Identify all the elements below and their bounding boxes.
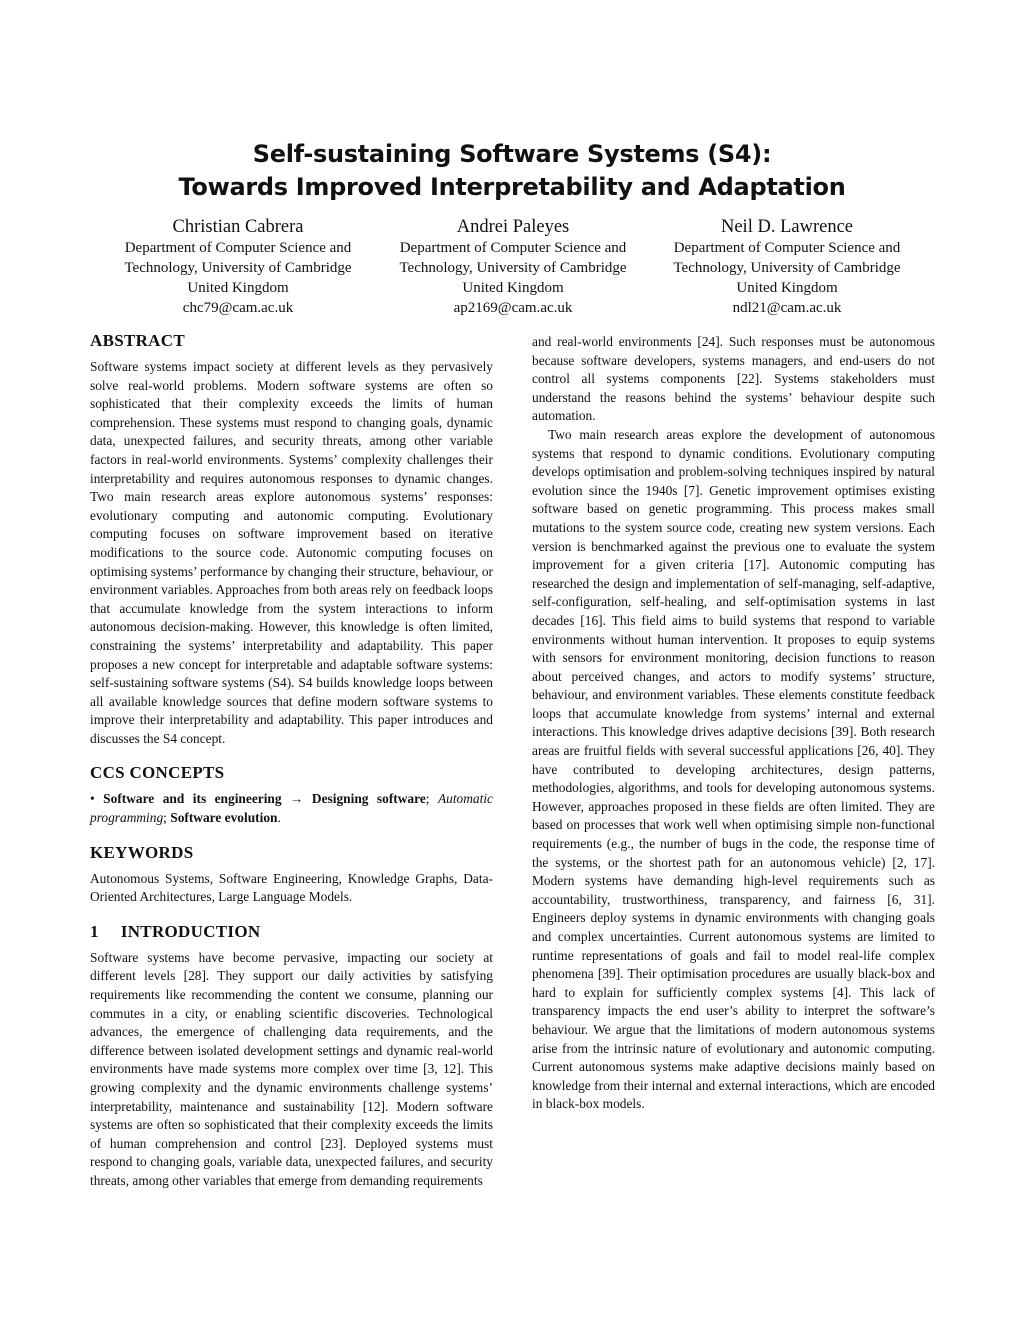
ccs-arrow: → [281,791,312,807]
author-dept: Technology, University of Cambridge [673,260,901,276]
author-dept: Department of Computer Science and [124,240,352,256]
keywords-text: Autonomous Systems, Software Engineering, Knowledge Graphs, Data-Oriented Architectures, Large Language Models. [90,870,493,905]
author-dept: Department of Computer Science and [399,240,627,256]
ccs-bullet: • [90,791,95,807]
intro-paragraph-1-continued: and real-world environments [24]. Such responses must be autonomous because software developers, systems managers, and end-users do not control all systems components [22]. Systems stakeholders must understand the reasons behind the systems’ behaviour despite such automation. [532,334,935,424]
right-column [532,333,935,1114]
author-name: Christian Cabrera [172,217,304,237]
intro-paragraph-1: Software systems have become pervasive, impacting our society at different levels [28]. They support our daily activities by satisfying requirements like recommending the content we consume, planning our commutes in a city, or enabling scientific discoveries. Technological advances, the emergence of challenging data requirements, and the difference between isolated development settings and dynamic real-world environments have made systems more complex over time [3, 12]. This growing complexity and the dynamic environments challenge systems’ interpretability, maintenance and sustainability [12]. Modern software systems are often so sophisticated that their complexity exceeds the limits of human comprehension and control [23]. Deployed systems must respond to changing goals, variable data, unexpected failures, and security threats, among other variables that emerge from demanding requirements [90,949,493,1188]
ccs-section [90,762,493,827]
author-country: United Kingdom [187,280,289,296]
title-line-2: Towards Improved Interpretability and Adaptation [178,173,846,201]
left-column [90,330,493,1191]
author-dept: Department of Computer Science and [673,240,901,256]
author-dept: Technology, University of Cambridge [399,260,627,276]
abstract-text: Software systems impact society at different levels as they pervasively solve real-world problems. Modern software systems are often so sophisticated that their complexity exceeds the limits of human comprehension. These systems must respond to changing goals, dynamic data, unexpected failures, and security threats, among other variable factors in real-world environments. Systems’ complexity challenges their interpretability and requires autonomous responses to dynamic changes. Two main research areas explore autonomous systems’ responses: evolutionary computing and autonomic computing. Evolutionary computing focuses on software improvement based on iterative modifications to the source code. Autonomic computing focuses on optimising systems’ performance by changing their structure, behaviour, or environment variables. Approaches from both areas rely on feedback loops that accumulate knowledge from the system interactions to inform autonomous decision-making. However, this knowledge is often limited, constraining the systems’ interpretability and adaptability. This paper proposes a new concept for interpretable and adaptable software systems: self-sustaining software systems (S4). S4 builds knowledge loops between all available knowledge sources that define modern software systems to improve their interpretability and adaptability. This paper introduces and discusses the S4 concept. [90,359,493,746]
intro-heading [90,921,493,943]
ccs-concept: Software and its engineering [103,791,282,807]
keywords-heading: KEYWORDS [90,842,194,862]
author-email: chc79@cam.ac.uk [182,300,294,316]
ccs-heading: CCS CONCEPTS [90,763,225,783]
keywords-section [90,842,493,907]
abstract-heading: ABSTRACT [90,331,185,350]
author-email: ap2169@cam.ac.uk [453,300,573,316]
ccs-separator: ; [425,791,438,807]
ccs-concept: Designing software [311,791,426,807]
ccs-end: . [277,810,281,826]
author-block-2 [378,216,648,318]
intro-paragraph-2: Two main research areas explore the development of autonomous systems that respond to dynamic conditions. Evolutionary computing develops optimisation and problem-solving techniques inspired by natural evolution since the 1940s [7]. Genetic improvement optimises existing software based on genetic programming. This process makes small mutations to the system source code, creating new system versions. Each version is benchmarked against the previous one to evaluate the system improvement for a given criteria [17]. Autonomic computing has researched the design and implementation of self-managing, self-adaptive, self-configuration, self-healing, and self-optimisation systems in last decades [16]. This field aims to build systems that respond to variable environments without human intervention. It proposes to equip systems with sensors for environment monitoring, decision functions to reason about perceived changes, and actors to modify systems’ structure, behaviour, and environment variables. These elements constitute feedback loops that accumulate knowledge from systems’ internal and external interactions. This knowledge drives adaptive decisions [39]. Both research areas are fruitful fields with several successful applications [26, 40]. They have contributed to developing architectures, design patterns, methodologies, algorithms, and tools for developing autonomous systems. However, approaches proposed in these fields are often limited. They are based on processes that work well when optimising simple non-functional requirements (e.g., the number of bugs in the code, the response time of the systems, or the shortest path for an autonomous vehicle) [2, 17]. Modern systems have demanding high-level requirements such as accountability, trustworthiness, transparency, and fairness [6, 31]. Engineers deploy systems in dynamic environments with changing goals and complex uncertainties. Current autonomous systems are limited to runtime representations of goals and fail to model real-life complex phenomena [39]. Their optimisation procedures are usually black-box and hard to explain for sufficiently complex systems [4]. This lack of transparency impacts the end user’s ability to interpret the software’s behaviour. We argue that the limitations of modern autonomous systems arise from the intrinsic nature of evolutionary and autonomic computing. Current autonomous systems make adaptive decisions mainly based on knowledge from their internal and external interactions, which are encoded in black-box models. [532,426,935,1112]
ccs-concept: Software evolution [170,810,278,826]
intro-section [90,921,493,943]
ccs-text [90,790,493,827]
ccs-separator: ; [163,810,171,826]
author-dept: Technology, University of Cambridge [124,260,352,276]
author-name: Neil D. Lawrence [720,217,853,237]
author-block-3 [652,216,922,318]
author-country: United Kingdom [462,280,564,296]
section-number: 1 [90,921,99,941]
paper-title [0,138,1024,204]
author-name: Andrei Paleyes [456,217,570,237]
author-email: ndl21@cam.ac.uk [732,300,842,316]
author-country: United Kingdom [736,280,838,296]
section-title: INTRODUCTION [120,921,261,941]
ccs-concept: Automatic programming [90,791,493,826]
author-block-1 [103,216,373,318]
title-line-1: Self-sustaining Software Systems (S4): [252,140,772,168]
